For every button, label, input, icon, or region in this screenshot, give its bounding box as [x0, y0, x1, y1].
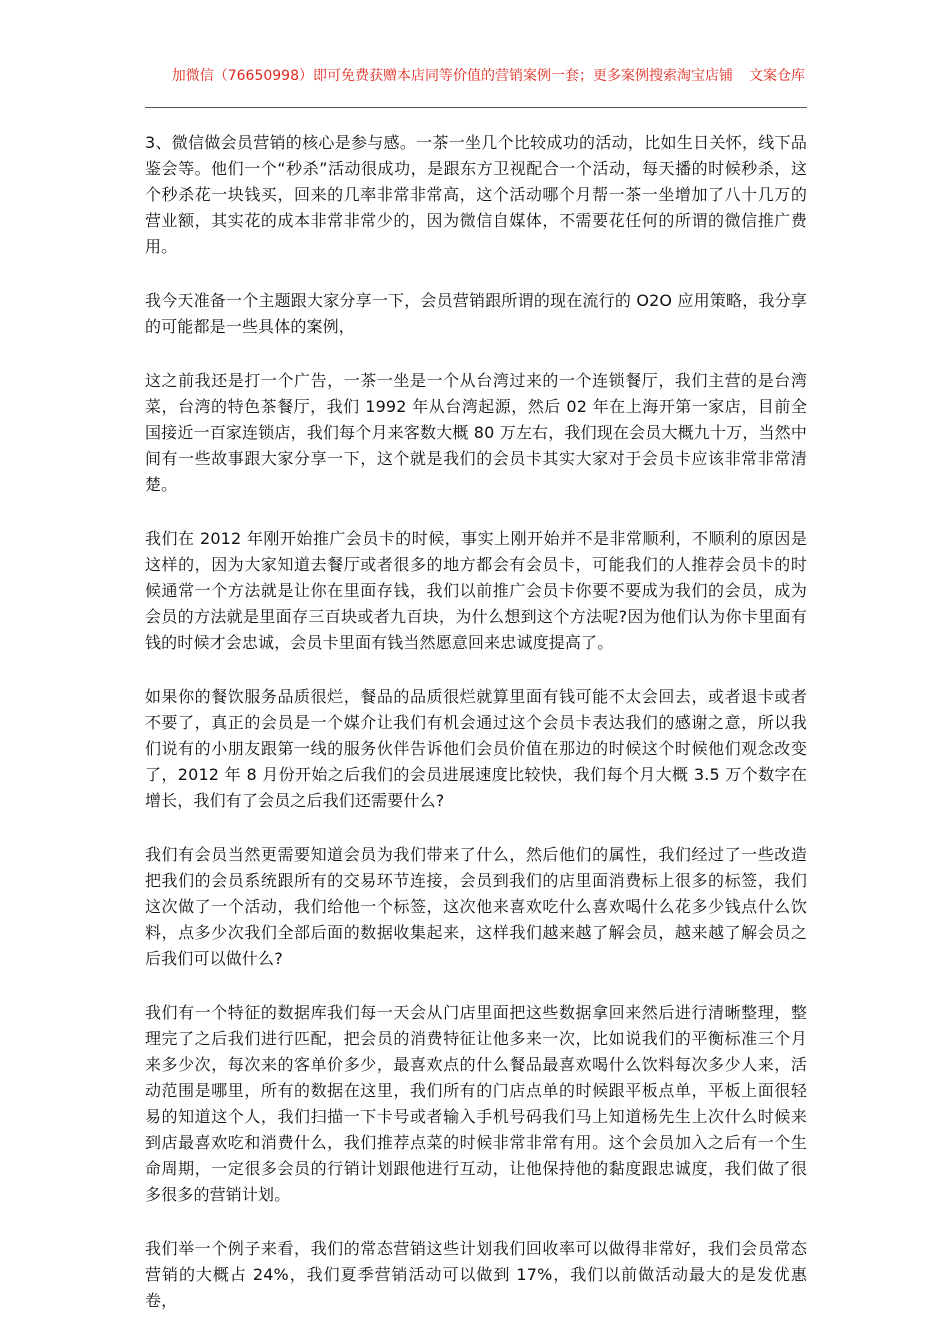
document-body — [145, 130, 807, 1342]
paragraph: 我们举一个例子来看，我们的常态营销这些计划我们回收率可以做得非常好，我们会员常态营销的大概占 24%，我们夏季营销活动可以做到 17%，我们以前做活动最大的是发优惠卷， — [145, 1239, 807, 1310]
paragraph: 我们有会员当然更需要知道会员为我们带来了什么，然后他们的属性，我们经过了一些改造把我们的会员系统跟所有的交易环节连接，会员到我们的店里面消费标上很多的标签，我们这次做了一个活动，我们给他一个标签，这次他来喜欢吃什么喜欢喝什么花多少钱点什么饮料，点多少次我们全部后面的数据收集起来，这样我们越来越了解会员，越来越了解会员之后我们可以做什么? — [145, 845, 807, 968]
paragraph: 3、微信做会员营销的核心是参与感。一茶一坐几个比较成功的活动，比如生日关怀，线下品鉴会等。他们一个“秒杀”活动很成功，是跟东方卫视配合一个活动，每天播的时候秒杀，这个秒杀花一块钱买，回来的几率非常非常高，这个活动哪个月帮一茶一坐增加了八十几万的营业额，其实花的成本非常非常少的，因为微信自媒体，不需要花任何的所谓的微信推广费用。 — [145, 133, 807, 256]
promo-text: 加微信（76650998）即可免费获赠本店同等价值的营销案例一套；更多案例搜索淘宝店铺 — [171, 68, 733, 84]
page-header — [0, 66, 950, 86]
store-name: 文案仓库 — [749, 68, 805, 84]
header-divider — [145, 107, 807, 108]
paragraph: 如果你的餐饮服务品质很烂，餐品的品质很烂就算里面有钱可能不太会回去，或者退卡或者不要了，真正的会员是一个媒介让我们有机会通过这个会员卡表达我们的感谢之意，所以我们说有的小朋友跟第一线的服务伙伴告诉他们会员价值在那边的时候这个时候他们观念改变了，2012 年 8 月份开始之后我们的会员进展速度比较快，我们每个月大概 3.5 万个数字在增长，我们有了会员之后我们还需要什么? — [145, 687, 807, 810]
paragraph: 我今天准备一个主题跟大家分享一下，会员营销跟所谓的现在流行的 O2O 应用策略，我分享的可能都是一些具体的案例， — [145, 291, 807, 336]
paragraph: 我们在 2012 年刚开始推广会员卡的时候，事实上刚开始并不是非常顺利，不顺利的原因是这样的，因为大家知道去餐厅或者很多的地方都会有会员卡，可能我们的人推荐会员卡的时候通常一个方法就是让你在里面存钱，我们以前推广会员卡你要不要成为我们的会员，成为会员的方法就是里面存三百块或者九百块，为什么想到这个方法呢?因为他们认为你卡里面有钱的时候才会忠诚，会员卡里面有钱当然愿意回来忠诚度提高了。 — [145, 529, 807, 652]
paragraph: 这之前我还是打一个广告，一茶一坐是一个从台湾过来的一个连锁餐厅，我们主营的是台湾菜，台湾的特色茶餐厅，我们 1992 年从台湾起源，然后 02 年在上海开第一家店，目前全国接近一百家连锁店，我们每个月来客数大概 80 万左右，我们现在会员大概九十万，当然中间有一些故事跟大家分享一下，这个就是我们的会员卡其实大家对于会员卡应该非常非常清楚。 — [145, 371, 807, 494]
paragraph: 我们有一个特征的数据库我们每一天会从门店里面把这些数据拿回来然后进行清晰整理，整理完了之后我们进行匹配，把会员的消费特征让他多来一次，比如说我们的平衡标准三个月来多少次，每次来的客单价多少，最喜欢点的什么餐品最喜欢喝什么饮料每次多少人来，活动范围是哪里，所有的数据在这里，我们所有的门店点单的时候跟平板点单，平板上面很轻易的知道这个人，我们扫描一下卡号或者输入手机号码我们马上知道杨先生上次什么时候来到店最喜欢吃和消费什么，我们推荐点菜的时候非常非常有用。这个会员加入之后有一个生命周期，一定很多会员的行销计划跟他进行互动，让他保持他的黏度跟忠诚度，我们做了很多很多的营销计划。 — [145, 1003, 807, 1204]
